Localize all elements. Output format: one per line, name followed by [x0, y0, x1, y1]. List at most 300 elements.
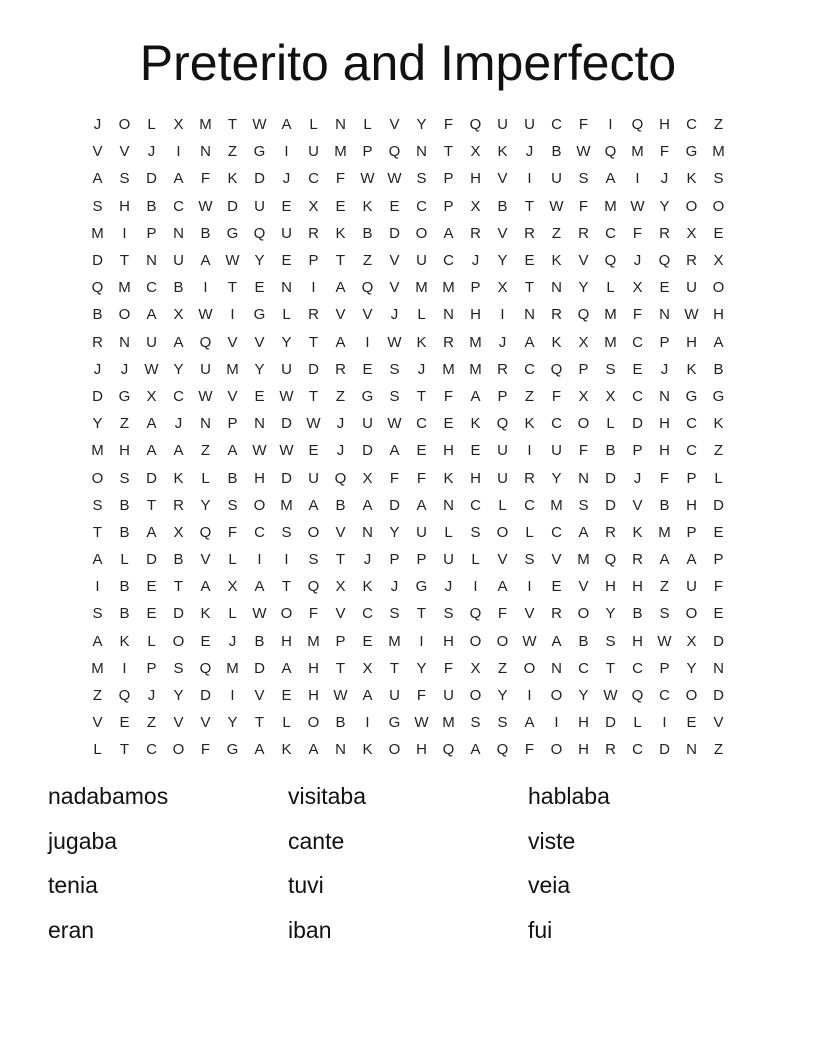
- grid-letter: L: [147, 632, 156, 650]
- grid-letter: E: [686, 714, 697, 732]
- grid-letter: Q: [631, 116, 644, 134]
- grid-letter: H: [281, 632, 292, 650]
- grid-letter: T: [227, 116, 238, 134]
- grid-letter: Z: [551, 224, 562, 242]
- grid-letter: T: [443, 143, 454, 161]
- grid-letter: D: [146, 170, 157, 188]
- grid-letter: R: [92, 333, 103, 351]
- grid-letter: L: [309, 116, 318, 134]
- grid-letter: H: [713, 306, 724, 324]
- grid-letter: Y: [173, 360, 184, 378]
- grid-letter: M: [550, 496, 563, 514]
- grid-letter: M: [91, 224, 104, 242]
- grid-letter: H: [308, 687, 319, 705]
- grid-letter: O: [172, 741, 185, 759]
- grid-letter: V: [578, 252, 589, 270]
- grid-letter: W: [603, 687, 618, 705]
- grid-letter: M: [469, 360, 482, 378]
- grid-letter: D: [389, 496, 400, 514]
- grid-letter: D: [605, 714, 616, 732]
- grid-letter: K: [173, 469, 184, 487]
- grid-letter: J: [417, 360, 426, 378]
- grid-letter: K: [362, 741, 373, 759]
- grid-letter: A: [308, 496, 319, 514]
- grid-letter: H: [686, 496, 697, 514]
- grid-letter: Z: [200, 442, 211, 460]
- grid-letter: M: [604, 333, 617, 351]
- grid-letter: M: [658, 523, 671, 541]
- grid-letter: G: [685, 387, 698, 405]
- grid-letter: H: [632, 578, 643, 596]
- grid-letter: J: [282, 170, 291, 188]
- grid-letter: F: [443, 659, 454, 677]
- grid-letter: R: [524, 469, 535, 487]
- grid-letter: A: [335, 279, 346, 297]
- grid-letter: U: [416, 252, 427, 270]
- grid-letter: A: [146, 306, 157, 324]
- grid-letter: I: [203, 279, 208, 297]
- grid-letter: G: [685, 143, 698, 161]
- word-list-item: iban: [288, 916, 332, 943]
- grid-letter: L: [525, 523, 534, 541]
- grid-letter: M: [631, 143, 644, 161]
- grid-letter: V: [713, 714, 724, 732]
- grid-letter: L: [282, 714, 291, 732]
- grid-letter: V: [335, 523, 346, 541]
- grid-letter: L: [471, 551, 480, 569]
- grid-letter: D: [389, 224, 400, 242]
- grid-letter: V: [92, 143, 103, 161]
- grid-letter: B: [92, 306, 103, 324]
- grid-letter: T: [119, 252, 130, 270]
- grid-letter: N: [335, 116, 346, 134]
- grid-letter: A: [362, 496, 373, 514]
- grid-letter: V: [578, 578, 589, 596]
- grid-letter: R: [470, 224, 481, 242]
- grid-letter: V: [497, 170, 508, 188]
- grid-letter: A: [416, 496, 427, 514]
- grid-letter: A: [524, 333, 535, 351]
- grid-letter: O: [496, 523, 509, 541]
- grid-letter: C: [173, 387, 184, 405]
- grid-letter: M: [226, 360, 239, 378]
- grid-letter: Y: [578, 279, 589, 297]
- grid-letter: G: [712, 387, 725, 405]
- grid-letter: P: [389, 551, 400, 569]
- grid-letter: W: [252, 605, 267, 623]
- grid-letter: S: [227, 496, 238, 514]
- grid-letter: W: [279, 387, 294, 405]
- grid-letter: S: [470, 714, 481, 732]
- grid-letter: Q: [307, 578, 320, 596]
- grid-letter: A: [281, 116, 292, 134]
- grid-letter: B: [335, 714, 346, 732]
- grid-letter: U: [308, 143, 319, 161]
- grid-letter: Q: [496, 741, 509, 759]
- grid-letter: T: [308, 387, 319, 405]
- grid-letter: C: [686, 442, 697, 460]
- grid-letter: H: [578, 741, 589, 759]
- grid-letter: C: [605, 224, 616, 242]
- grid-letter: I: [95, 578, 100, 596]
- grid-letter: I: [176, 143, 181, 161]
- grid-letter: A: [524, 714, 535, 732]
- grid-letter: X: [470, 143, 481, 161]
- grid-letter: C: [551, 116, 562, 134]
- grid-letter: D: [632, 415, 643, 433]
- grid-letter: C: [632, 741, 643, 759]
- grid-letter: C: [443, 252, 454, 270]
- grid-letter: V: [173, 714, 184, 732]
- grid-letter: T: [335, 252, 346, 270]
- grid-letter: A: [227, 442, 238, 460]
- grid-letter: C: [578, 659, 589, 677]
- grid-letter: N: [416, 143, 427, 161]
- grid-letter: T: [524, 197, 535, 215]
- grid-letter: H: [632, 632, 643, 650]
- grid-letter: W: [387, 415, 402, 433]
- grid-letter: A: [281, 659, 292, 677]
- grid-letter: O: [307, 714, 320, 732]
- grid-letter: Z: [713, 442, 724, 460]
- grid-letter: U: [146, 333, 157, 351]
- grid-letter: R: [551, 306, 562, 324]
- grid-letter: Y: [659, 197, 670, 215]
- grid-letter: B: [173, 279, 184, 297]
- grid-letter: D: [713, 632, 724, 650]
- grid-letter: U: [497, 442, 508, 460]
- grid-letter: S: [389, 360, 400, 378]
- grid-letter: F: [713, 578, 724, 596]
- grid-letter: C: [308, 170, 319, 188]
- grid-letter: M: [469, 333, 482, 351]
- grid-letter: W: [576, 143, 591, 161]
- grid-letter: Q: [604, 551, 617, 569]
- grid-letter: Y: [578, 687, 589, 705]
- grid-letter: Y: [416, 659, 427, 677]
- grid-letter: R: [686, 252, 697, 270]
- grid-letter: D: [254, 659, 265, 677]
- grid-letter: A: [713, 333, 724, 351]
- grid-letter: X: [362, 469, 373, 487]
- letter-grid: [84, 111, 732, 764]
- grid-letter: S: [119, 469, 130, 487]
- grid-letter: O: [118, 306, 131, 324]
- grid-letter: C: [416, 415, 427, 433]
- grid-letter: J: [471, 252, 480, 270]
- grid-letter: P: [497, 387, 508, 405]
- grid-letter: T: [227, 279, 238, 297]
- grid-letter: B: [254, 632, 265, 650]
- grid-letter: S: [578, 170, 589, 188]
- grid-letter: A: [335, 333, 346, 351]
- grid-letter: U: [686, 578, 697, 596]
- grid-letter: Y: [605, 605, 616, 623]
- grid-letter: D: [146, 551, 157, 569]
- grid-letter: X: [173, 523, 184, 541]
- grid-letter: P: [713, 551, 724, 569]
- grid-letter: Y: [551, 469, 562, 487]
- grid-letter: G: [388, 714, 401, 732]
- grid-letter: T: [335, 551, 346, 569]
- grid-letter: I: [230, 687, 235, 705]
- grid-letter: B: [578, 632, 589, 650]
- grid-letter: S: [92, 197, 103, 215]
- grid-letter: I: [365, 333, 370, 351]
- grid-letter: P: [443, 170, 454, 188]
- grid-letter: L: [228, 551, 237, 569]
- grid-letter: H: [443, 442, 454, 460]
- grid-letter: V: [227, 387, 238, 405]
- grid-letter: L: [444, 523, 453, 541]
- grid-letter: Q: [199, 333, 212, 351]
- grid-letter: A: [686, 551, 697, 569]
- grid-letter: D: [281, 415, 292, 433]
- grid-letter: V: [119, 143, 130, 161]
- grid-letter: O: [91, 469, 104, 487]
- grid-letter: E: [308, 442, 319, 460]
- grid-letter: M: [442, 279, 455, 297]
- grid-letter: S: [659, 605, 670, 623]
- grid-letter: U: [443, 551, 454, 569]
- page-title: Preterito and Imperfecto: [139, 35, 677, 91]
- grid-letter: Q: [388, 143, 401, 161]
- grid-letter: X: [578, 333, 589, 351]
- grid-letter: Y: [416, 116, 427, 134]
- grid-letter: S: [119, 170, 130, 188]
- grid-letter: C: [254, 523, 265, 541]
- grid-letter: J: [525, 143, 534, 161]
- grid-letter: S: [173, 659, 184, 677]
- grid-letter: B: [146, 197, 157, 215]
- grid-letter: W: [522, 632, 537, 650]
- grid-letter: B: [119, 605, 130, 623]
- grid-letter: W: [657, 632, 672, 650]
- word-list-item: hablaba: [528, 783, 610, 809]
- grid-letter: V: [335, 605, 346, 623]
- grid-letter: V: [200, 714, 211, 732]
- grid-letter: N: [362, 523, 373, 541]
- grid-letter: F: [632, 224, 643, 242]
- grid-letter: N: [146, 252, 157, 270]
- grid-letter: B: [632, 605, 643, 623]
- grid-letter: S: [605, 632, 616, 650]
- grid-letter: S: [389, 387, 400, 405]
- grid-letter: A: [497, 578, 508, 596]
- grid-letter: Q: [199, 659, 212, 677]
- grid-letter: N: [524, 306, 535, 324]
- grid-letter: E: [335, 197, 346, 215]
- grid-letter: I: [284, 143, 289, 161]
- grid-letter: U: [497, 116, 508, 134]
- grid-letter: E: [713, 224, 724, 242]
- grid-letter: Y: [254, 360, 265, 378]
- grid-letter: I: [122, 224, 127, 242]
- grid-letter: R: [335, 360, 346, 378]
- grid-letter: A: [254, 741, 265, 759]
- grid-letter: N: [578, 469, 589, 487]
- grid-letter: V: [335, 306, 346, 324]
- grid-letter: U: [551, 442, 562, 460]
- grid-letter: F: [335, 170, 346, 188]
- grid-letter: F: [659, 143, 670, 161]
- grid-letter: U: [497, 469, 508, 487]
- grid-letter: E: [443, 415, 454, 433]
- grid-letter: K: [470, 415, 481, 433]
- grid-letter: S: [578, 496, 589, 514]
- grid-letter: O: [253, 496, 266, 514]
- grid-letter: E: [362, 360, 373, 378]
- grid-letter: Q: [577, 306, 590, 324]
- grid-letter: I: [662, 714, 667, 732]
- grid-letter: I: [635, 170, 640, 188]
- grid-letter: U: [281, 360, 292, 378]
- grid-letter: E: [632, 360, 643, 378]
- grid-letter: J: [633, 469, 642, 487]
- grid-letter: I: [527, 687, 532, 705]
- grid-letter: M: [118, 279, 131, 297]
- grid-letter: B: [362, 224, 373, 242]
- grid-letter: W: [198, 387, 213, 405]
- grid-letter: M: [307, 632, 320, 650]
- grid-letter: Q: [550, 360, 563, 378]
- grid-letter: F: [524, 741, 535, 759]
- grid-letter: P: [227, 415, 238, 433]
- word-list-item: veia: [528, 872, 571, 898]
- grid-letter: Y: [686, 659, 697, 677]
- grid-letter: L: [714, 469, 723, 487]
- grid-letter: Z: [92, 687, 103, 705]
- grid-letter: Z: [713, 116, 724, 134]
- grid-letter: Y: [173, 687, 184, 705]
- grid-letter: E: [389, 197, 400, 215]
- grid-letter: V: [497, 224, 508, 242]
- grid-letter: X: [578, 387, 589, 405]
- grid-letter: A: [551, 632, 562, 650]
- grid-letter: A: [92, 551, 103, 569]
- grid-letter: E: [281, 252, 292, 270]
- grid-letter: T: [335, 659, 346, 677]
- grid-letter: N: [281, 279, 292, 297]
- grid-letter: X: [362, 659, 373, 677]
- word-list-item: viste: [528, 827, 576, 854]
- grid-letter: E: [146, 605, 157, 623]
- grid-letter: M: [604, 197, 617, 215]
- grid-letter: D: [281, 469, 292, 487]
- grid-letter: S: [497, 714, 508, 732]
- grid-letter: N: [713, 659, 724, 677]
- grid-letter: F: [200, 741, 211, 759]
- grid-letter: L: [120, 551, 129, 569]
- grid-letter: D: [146, 469, 157, 487]
- grid-letter: T: [308, 333, 319, 351]
- grid-letter: Z: [335, 387, 346, 405]
- grid-letter: E: [713, 523, 724, 541]
- grid-letter: B: [497, 197, 508, 215]
- grid-letter: L: [633, 714, 642, 732]
- grid-letter: Y: [200, 496, 211, 514]
- grid-letter: N: [173, 224, 184, 242]
- grid-letter: N: [443, 306, 454, 324]
- grid-letter: P: [443, 197, 454, 215]
- grid-letter: S: [605, 360, 616, 378]
- grid-letter: U: [551, 170, 562, 188]
- grid-letter: M: [415, 279, 428, 297]
- grid-letter: Z: [227, 143, 238, 161]
- grid-letter: P: [686, 469, 697, 487]
- grid-letter: K: [632, 523, 643, 541]
- grid-letter: F: [200, 170, 211, 188]
- grid-letter: A: [308, 741, 319, 759]
- word-list-item: tenia: [48, 872, 98, 898]
- grid-letter: E: [524, 252, 535, 270]
- grid-letter: N: [551, 279, 562, 297]
- grid-letter: F: [578, 442, 589, 460]
- grid-letter: J: [174, 415, 183, 433]
- grid-letter: A: [605, 170, 616, 188]
- word-list-item: eran: [48, 916, 95, 943]
- word-list-item: fui: [528, 916, 553, 943]
- grid-letter: K: [335, 224, 346, 242]
- grid-letter: S: [92, 496, 103, 514]
- grid-letter: I: [419, 632, 424, 650]
- grid-letter: P: [146, 659, 157, 677]
- grid-letter: O: [550, 741, 563, 759]
- grid-letter: H: [470, 170, 481, 188]
- grid-letter: H: [470, 469, 481, 487]
- grid-letter: U: [416, 523, 427, 541]
- grid-letter: J: [336, 442, 345, 460]
- grid-letter: J: [660, 170, 669, 188]
- grid-letter: O: [388, 741, 401, 759]
- grid-letter: H: [308, 659, 319, 677]
- grid-letter: P: [146, 224, 157, 242]
- grid-letter: O: [415, 224, 428, 242]
- grid-letter: A: [254, 578, 265, 596]
- word-list-item: nadabamos: [48, 783, 169, 809]
- grid-letter: A: [200, 578, 211, 596]
- grid-letter: R: [524, 224, 535, 242]
- grid-letter: P: [362, 143, 373, 161]
- grid-letter: K: [362, 197, 373, 215]
- grid-letter: H: [254, 469, 265, 487]
- grid-letter: D: [254, 170, 265, 188]
- grid-letter: X: [146, 387, 157, 405]
- grid-letter: H: [659, 116, 670, 134]
- grid-letter: W: [630, 197, 645, 215]
- grid-letter: P: [659, 659, 670, 677]
- grid-letter: I: [230, 306, 235, 324]
- grid-letter: Z: [119, 415, 130, 433]
- grid-letter: A: [659, 551, 670, 569]
- grid-letter: W: [198, 197, 213, 215]
- grid-letter: V: [632, 496, 643, 514]
- grid-letter: W: [333, 687, 348, 705]
- grid-letter: F: [227, 523, 238, 541]
- word-list-item: jugaba: [48, 827, 118, 854]
- grid-letter: F: [578, 197, 589, 215]
- grid-letter: U: [524, 116, 535, 134]
- grid-letter: B: [119, 496, 130, 514]
- grid-letter: J: [498, 333, 507, 351]
- grid-letter: C: [524, 496, 535, 514]
- grid-letter: Y: [227, 714, 238, 732]
- grid-letter: A: [362, 687, 373, 705]
- grid-letter: N: [119, 333, 130, 351]
- grid-letter: M: [577, 551, 590, 569]
- grid-letter: J: [444, 578, 453, 596]
- grid-letter: E: [362, 632, 373, 650]
